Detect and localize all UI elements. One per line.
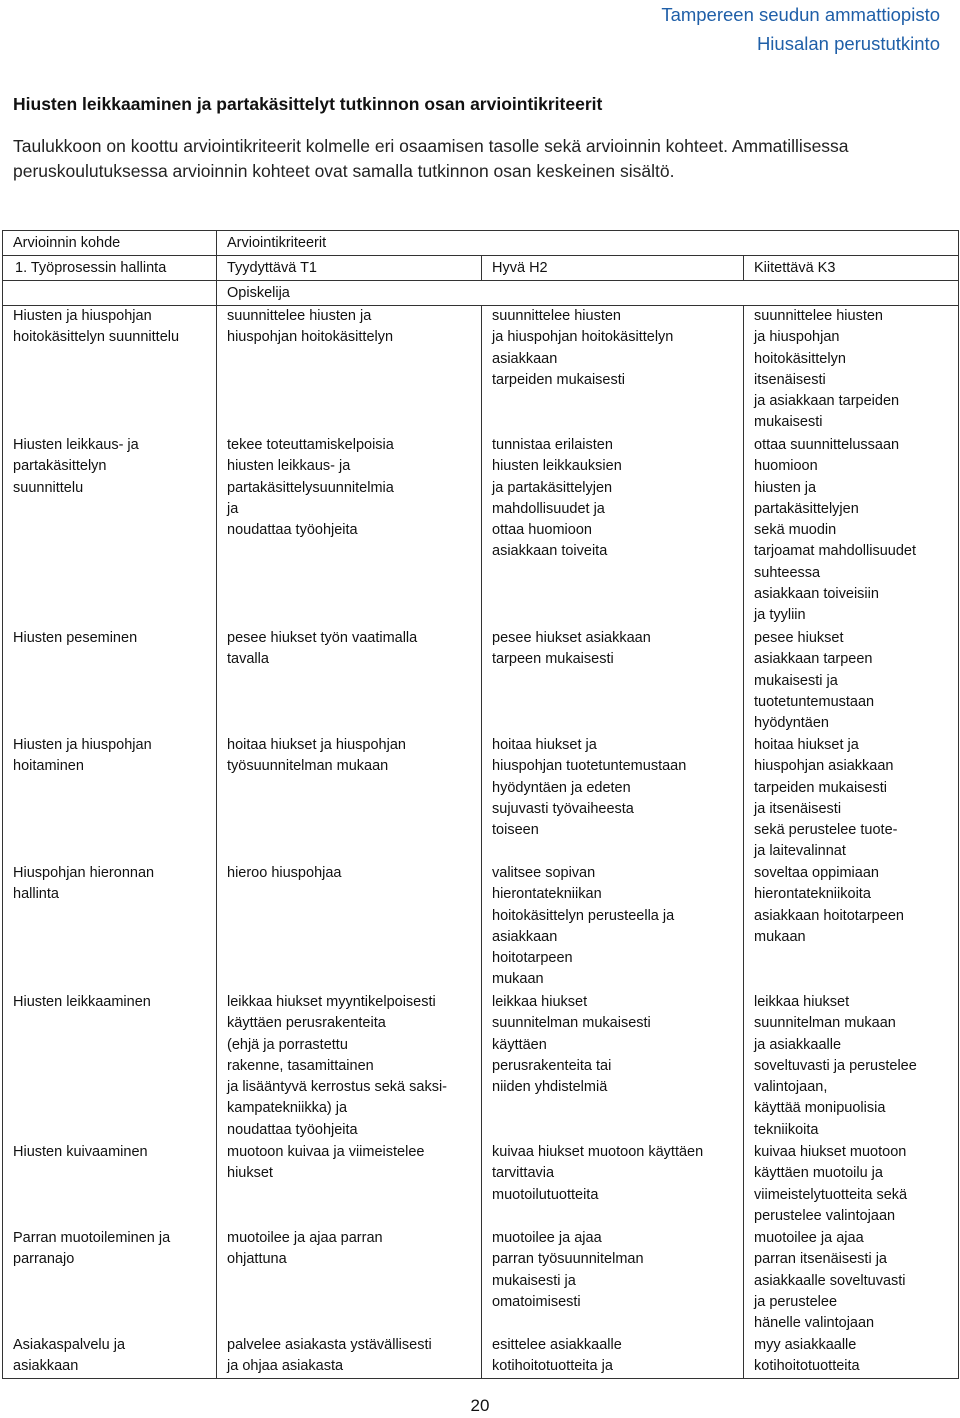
cell-t1: hoitaa hiukset ja hiuspohjan työsuunnitelman mukaan <box>217 735 482 863</box>
cell-k3: myy asiakkaalle kotihoitotuotteita <box>744 1335 959 1379</box>
cell-kohde: Hiusten peseminen <box>3 628 217 735</box>
cell-h2: muotoilee ja ajaa parran työsuunnitelman mukaisesti ja omatoimisesti <box>482 1228 744 1335</box>
level-t1: Tyydyttävä T1 <box>217 256 482 281</box>
table-row <box>3 306 959 436</box>
cell-kohde: Hiusten leikkaus- ja partakäsittelyn suunnittelu <box>3 435 217 628</box>
cell-h2: tunnistaa erilaisten hiusten leikkauksien ja partakäsittelyjen mahdollisuudet ja ottaa huomioon asiakkaan toiveita <box>482 435 744 628</box>
cell-k3: kuivaa hiukset muotoon käyttäen muotoilu ja viimeistelytuotteita sekä perustelee valintojaan <box>744 1142 959 1228</box>
level-k3: Kiitettävä K3 <box>744 256 959 281</box>
table-row <box>3 1142 959 1228</box>
cell-kohde: Hiuspohjan hieronnan hallinta <box>3 863 217 992</box>
header-school: Tampereen seudun ammattiopisto <box>661 4 940 25</box>
opiskelija-label: Opiskelija <box>217 281 959 306</box>
level-header-row <box>3 256 959 281</box>
intro-paragraph: Taulukkoon on koottu arviointikriteerit kolmelle eri osaamisen tasolle sekä arvioinnin kohteet. Ammatillisessa peruskoulutuksessa arvioinnin kohteet ovat samalla tutkinnon osan keskeinen sisältö. <box>13 136 849 181</box>
cell-kohde: Hiusten ja hiuspohjan hoitokäsittelyn suunnittelu <box>3 306 217 436</box>
cell-t1: pesee hiukset työn vaatimalla tavalla <box>217 628 482 735</box>
cell-t1: muotoilee ja ajaa parran ohjattuna <box>217 1228 482 1335</box>
cell-h2: kuivaa hiukset muotoon käyttäen tarvittavia muotoilutuotteita <box>482 1142 744 1228</box>
cell-t1: palvelee asiakasta ystävällisesti ja ohjaa asiakasta <box>217 1335 482 1379</box>
cell-t1: tekee toteuttamiskelpoisia hiusten leikkaus- ja partakäsittelysuunnitelmia ja noudattaa työohjeita <box>217 435 482 628</box>
cell-kohde: Hiusten kuivaaminen <box>3 1142 217 1228</box>
document-title: Hiusten leikkaaminen ja partakäsittelyt tutkinnon osan arviointikriteerit <box>13 94 603 114</box>
cell-k3: pesee hiukset asiakkaan tarpeen mukaisesti ja tuotetuntemustaan hyödyntäen <box>744 628 959 735</box>
opiskelija-spacer <box>3 281 217 306</box>
header-degree: Hiusalan perustutkinto <box>756 33 940 54</box>
table-row <box>3 1335 959 1379</box>
criteria-table <box>2 230 959 1379</box>
cell-t1: muotoon kuivaa ja viimeistelee hiukset <box>217 1142 482 1228</box>
table-row <box>3 1228 959 1335</box>
cell-h2: esittelee asiakkaalle kotihoitotuotteita ja <box>482 1335 744 1379</box>
cell-k3: ottaa suunnittelussaan huomioon hiusten ja partakäsittelyjen sekä muodin tarjoamat mahdollisuudet suhteessa asiakkaan toiveisiin ja tyyliin <box>744 435 959 628</box>
cell-h2: leikkaa hiukset suunnitelman mukaisesti käyttäen perusrakenteita tai niiden yhdistelmiä <box>482 992 744 1142</box>
page-number: 20 <box>470 1396 490 1415</box>
cell-k3: leikkaa hiukset suunnitelman mukaan ja asiakkaalle soveltuvasti ja perustelee valintojaan, käyttää monipuolisia tekniikoita <box>744 992 959 1142</box>
document-header <box>661 0 940 58</box>
cell-h2: pesee hiukset asiakkaan tarpeen mukaisesti <box>482 628 744 735</box>
cell-h2: valitsee sopivan hierontatekniikan hoitokäsittelyn perusteella ja asiakkaan hoitotarpeen mukaan <box>482 863 744 992</box>
section-title: 1. Työprosessin hallinta <box>3 256 217 281</box>
table-row <box>3 992 959 1142</box>
table-row <box>3 863 959 992</box>
cell-k3: soveltaa oppimiaan hierontatekniikoita asiakkaan hoitotarpeen mukaan <box>744 863 959 992</box>
cell-h2: hoitaa hiukset ja hiuspohjan tuotetuntemustaan hyödyntäen ja edeten sujuvasti työvaiheesta toiseen <box>482 735 744 863</box>
cell-kohde: Asiakaspalvelu ja asiakkaan <box>3 1335 217 1379</box>
cell-kohde: Parran muotoileminen ja parranajo <box>3 1228 217 1335</box>
cell-kohde: Hiusten ja hiuspohjan hoitaminen <box>3 735 217 863</box>
cell-h2: suunnittelee hiusten ja hiuspohjan hoitokäsittelyn asiakkaan tarpeiden mukaisesti <box>482 306 744 436</box>
level-h2: Hyvä H2 <box>482 256 744 281</box>
cell-t1: hieroo hiuspohjaa <box>217 863 482 992</box>
table-row <box>3 735 959 863</box>
opiskelija-row <box>3 281 959 306</box>
cell-t1: leikkaa hiukset myyntikelpoisesti käyttäen perusrakenteita (ehjä ja porrastettu rakenne, tasamittainen ja lisääntyvä kerrostus sekä saksi- kampatekniikka) ja noudattaa työohjeita <box>217 992 482 1142</box>
cell-k3: muotoilee ja ajaa parran itsenäisesti ja asiakkaalle soveltuvasti ja perustelee hänelle valintojaan <box>744 1228 959 1335</box>
col-kriteerit-header: Arviointikriteerit <box>217 231 959 256</box>
table-header-row <box>3 231 959 256</box>
table-row <box>3 435 959 628</box>
col-kohde-header: Arvioinnin kohde <box>3 231 217 256</box>
cell-k3: suunnittelee hiusten ja hiuspohjan hoitokäsittelyn itsenäisesti ja asiakkaan tarpeiden mukaisesti <box>744 306 959 436</box>
cell-k3: hoitaa hiukset ja hiuspohjan asiakkaan tarpeiden mukaisesti ja itsenäisesti sekä perustelee tuote- ja laitevalinnat <box>744 735 959 863</box>
cell-t1: suunnittelee hiusten ja hiuspohjan hoitokäsittelyn <box>217 306 482 436</box>
table-row <box>3 628 959 735</box>
cell-kohde: Hiusten leikkaaminen <box>3 992 217 1142</box>
